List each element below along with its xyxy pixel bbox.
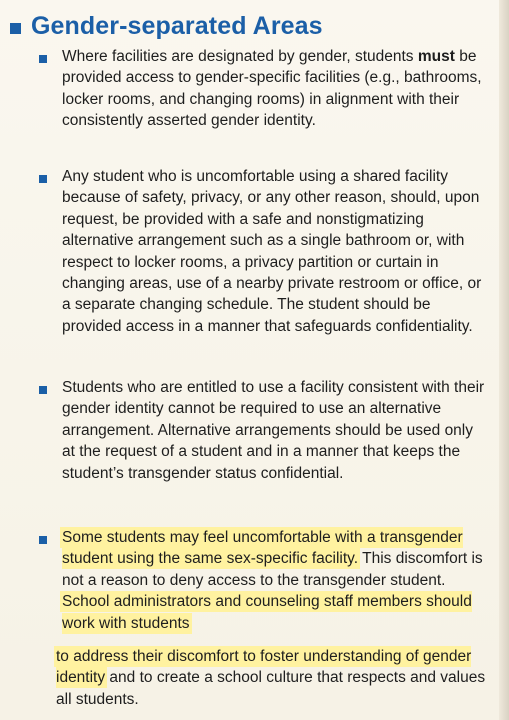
- highlighted-text: Some students may feel uncomfortable with a transgender student using the same sex-specific facility.: [62, 529, 463, 568]
- highlighted-text: School administrators and counseling staff members should work with students: [62, 593, 472, 632]
- section-heading: [10, 6, 323, 46]
- bullet-text-continued: [56, 646, 490, 710]
- plain-text: This discomfort is not a reason to deny access to the transgender student.: [62, 550, 483, 589]
- bullet-square: [39, 55, 47, 63]
- heading-bullet-square: [10, 23, 21, 34]
- bullet-text-end: be provided access to gender-specific facilities (e.g., bathrooms, locker rooms, and changing rooms) in alignment with their consistently asserted gender identity.: [62, 48, 482, 130]
- bullet-square: [39, 536, 47, 544]
- bullet-text-start: Where facilities are designated by gender, students: [62, 48, 418, 65]
- page-edge-shadow: [499, 0, 509, 720]
- heading-title: Gender-separated Areas: [31, 11, 323, 40]
- plain-text: and to create a school culture that respects and values all students.: [56, 669, 486, 708]
- bullet-text: [62, 46, 490, 132]
- highlighted-text: to address their discomfort to foster understanding of gender identity: [56, 648, 472, 687]
- bold-must: must: [417, 48, 455, 65]
- bullet-text: Students who are entitled to use a facility consistent with their gender identity cannot be required to use an alternative arrangement. Alternative arrangements should be used only at the request of a student and in a manner that keeps the student’s transgender status confidential.: [62, 379, 485, 482]
- bullet-square: [39, 175, 47, 183]
- bullet-text: [62, 527, 490, 634]
- bullet-text: Any student who is uncomfortable using a shared facility because of safety, privacy, or any other reason, should, upon request, be provided with a safe and nonstigmatizing alternative arrangement such as a single bathroom or, with respect to locker rooms, a privacy partition or curtain in changing areas, use of a nearby private restroom or office, or a separate changing schedule. The student should be provided access in a manner that safeguards confidentiality.: [62, 168, 482, 335]
- bullet-square: [39, 386, 47, 394]
